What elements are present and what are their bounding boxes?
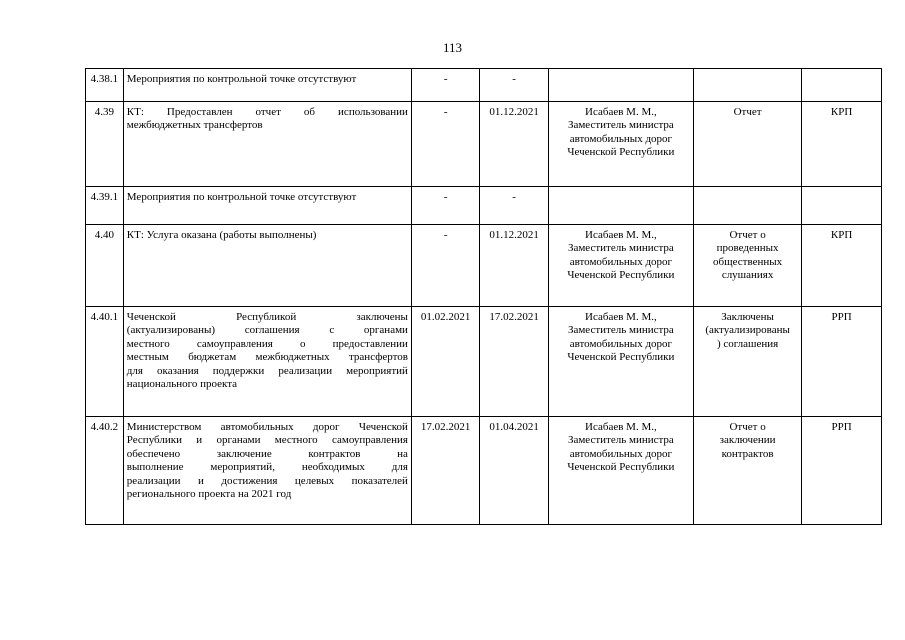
description-line: национального проекта [126,378,238,391]
cell-start-date: - [411,102,479,187]
result-line: общественных [713,255,783,268]
description-line: для оказания поддержки реализации мероприятий [126,364,408,377]
description-line: Чеченской Республикой заключены [126,311,408,323]
page-number: 113 [442,40,463,55]
cell-result [693,307,801,417]
cell-start-date: 01.02.2021 [411,307,479,417]
table-row [86,417,882,525]
responsible-line: Заместитель министра [567,242,674,255]
description-line: местным бюджетам межбюджетных трансфертов [126,351,408,364]
cell-start-date: - [411,225,479,307]
result-line: проведенных [716,242,779,255]
plan-table [85,68,882,525]
description-line: Мероприятия по контрольной точке отсутствуют [126,73,357,85]
cell-number: 4.40.2 [86,417,124,525]
cell-start-date: - [411,69,479,102]
cell-control-level: КРП [802,102,882,187]
cell-description [123,102,411,187]
description-line: местного самоуправления о предоставлении [126,337,408,350]
result-line: Отчет о [729,421,766,433]
cell-description [123,307,411,417]
cell-number: 4.39.1 [86,187,124,225]
cell-end-date: - [480,187,548,225]
responsible-line: Исабаев М. М., [585,106,657,118]
responsible-line: Чеченской Республики [567,269,675,282]
cell-responsible [548,102,693,187]
table-row [86,102,882,187]
cell-end-date: 01.12.2021 [480,102,548,187]
cell-end-date: 01.04.2021 [480,417,548,525]
cell-responsible [548,69,693,102]
table-row [86,307,882,417]
cell-description [123,69,411,102]
table-row [86,225,882,307]
cell-result [693,102,801,187]
responsible-line: Исабаев М. М., [585,229,657,241]
responsible-line: Заместитель министра [567,119,674,132]
responsible-line: автомобильных дорог [569,447,673,460]
responsible-line: Заместитель министра [567,324,674,337]
result-line: Отчет [733,106,762,118]
description-line: выполнение мероприятий, необходимых для [126,461,408,474]
cell-description [123,187,411,225]
description-line: Министерством автомобильных дорог Чеченской [126,421,408,433]
cell-number: 4.40 [86,225,124,307]
cell-control-level: РРП [802,417,882,525]
cell-control-level: КРП [802,225,882,307]
cell-description [123,417,411,525]
cell-responsible [548,417,693,525]
table-row [86,69,882,102]
description-line: КТ: Предоставлен отчет об использовании [126,106,408,118]
description-line: (актуализированы) соглашения с органами [126,324,408,337]
cell-result [693,187,801,225]
table-row [86,187,882,225]
cell-control-level [802,187,882,225]
cell-responsible [548,187,693,225]
responsible-line: Заместитель министра [567,434,674,447]
result-line: Отчет о [729,229,766,241]
description-line: реализации и достижения целевых показателей [126,474,408,487]
cell-control-level [802,69,882,102]
cell-result [693,69,801,102]
cell-start-date: - [411,187,479,225]
result-line: Заключены [721,311,774,323]
cell-result [693,225,801,307]
result-line: (актуализированы [705,324,790,337]
responsible-line: Исабаев М. М., [585,311,657,323]
responsible-line: Чеченской Республики [567,351,675,364]
description-line: регионального проекта на 2021 год [126,488,292,501]
cell-number: 4.39 [86,102,124,187]
description-line: межбюджетных трансфертов [126,119,263,132]
result-line: слушаниях [721,269,774,282]
responsible-line: Исабаев М. М., [585,421,657,433]
cell-end-date: 01.12.2021 [480,225,548,307]
cell-end-date: - [480,69,548,102]
responsible-line: автомобильных дорог [569,132,673,145]
cell-control-level: РРП [802,307,882,417]
cell-end-date: 17.02.2021 [480,307,548,417]
cell-description [123,225,411,307]
result-line: ) соглашения [716,337,779,350]
cell-responsible [548,225,693,307]
description-line: КТ: Услуга оказана (работы выполнены) [126,229,317,241]
responsible-line: Чеченской Республики [567,461,675,474]
result-line: контрактов [721,447,774,460]
cell-number: 4.38.1 [86,69,124,102]
responsible-line: Чеченской Республики [567,146,675,159]
responsible-line: автомобильных дорог [569,337,673,350]
description-line: Республики и органами местного самоуправления [126,434,408,447]
cell-number: 4.40.1 [86,307,124,417]
cell-result [693,417,801,525]
cell-start-date: 17.02.2021 [411,417,479,525]
cell-responsible [548,307,693,417]
responsible-line: автомобильных дорог [569,255,673,268]
description-line: Мероприятия по контрольной точке отсутствуют [126,191,357,203]
result-line: заключении [719,434,776,447]
description-line: обеспечено заключение контрактов на [126,447,408,460]
